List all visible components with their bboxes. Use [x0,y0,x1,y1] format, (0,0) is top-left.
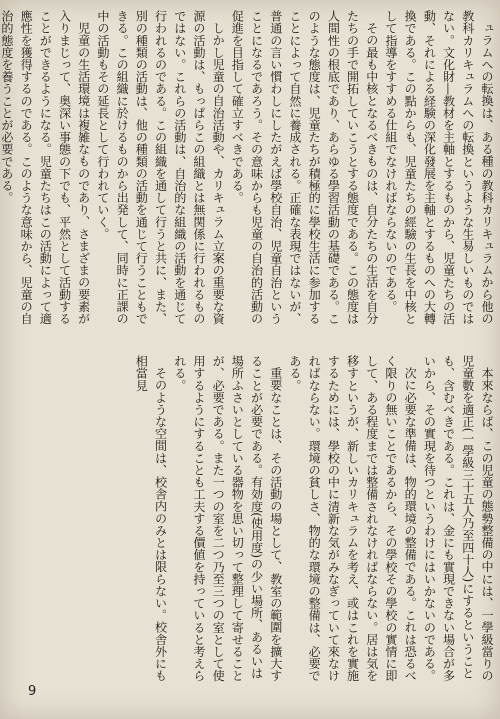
paragraph: ュラムへの転換は、ある種の教科カリキュラムから他の教科カリキュラムへの転換というような生易しいものではない。文化財―教材を主軸とするものから、児童たちの活動、それによる経験の深化發展を主軸とするものへの大轉換である。この點からも、児童たちの經驗の生長を中核として指導をすすめる仕組でなければならないのである。 [383,10,494,325]
paragraph: その最も中核となるべきものは、自分たちの生活を自分たちの手で開拓していこうとする態度である。この態度は人間性の根底であり、あらゆる學習活動の基礎である。このような態度は、児童たちが積極的に學校生活に参加することによって自然に養成される。正確な表現ではないが、普通の言い慣わしにしたがえば學校自治、児童自治ということになるであろう。その意味からも児童の自治的活動の促進を目指して確立すべきである。 [230,10,379,325]
paragraph: そのような空間は、校舎内のみとは限らない。校舎外にも相當見 [134,355,168,682]
paragraph: 児童の生活環境は複雑なものであり、さまざまの要素が入りまじって、奥深い事態の下でも、平然として活動することができるようになる。児童たちはこの活動によって適應性を獲得するのである。このような意味から、児童の自治的態度を養うことが必要である。 [0,10,91,325]
paragraph: しかし児童の自治活動や、カリキュラム立案の重要な資源の活動は、もっぱらこの組織とは無関係に行われるものではない。これらの活動は、自治的な組織の活動を通じて行われるのである。この組織を通して行うと共に、また、別の種類の活動は、他の種類の活動を通じて行うこともできる。この組織に於けるものから出発して、同時に正課の中の活動もその延長として行われていく。 [95,10,226,325]
lower-text-block [56,355,496,687]
paragraph: 次に必要な準備は、物的環境の整備である。これは恐るべく限りの無いことであるから、その學校その學校の實情に即して、ある程度までは整備されなければならない。居は気を移すというが、新しいカリキュラムを考え、或はこれを實施するためには、學校の中に清新な気がみなぎっていて來なければならない。環境の貧しさ、物的な環境の整備は、必要である。 [287,355,418,682]
paragraph: 重要なことは、その活動の場として、教室の範圍を擴大することが必要である。有効度(使用度)の少い場所、あるいは場所ふさいとしている器物を思い切って整理して寄せることが、必要である。また一つの室を二つ乃至三つの室として使用するようにすることも工夫する價値を持っていると考えられる。 [172,355,283,682]
upper-text-block [0,10,496,336]
paragraph: 本來ならば、この児童の態勢整備の中には、一學級當りの児童數を適正(一學級三十五人乃至四十人)にするということも、含むべきである。これは、金にも實現できない場合が多いから、その實現を待つというわけにはいかないのである。 [422,355,494,682]
page-number: 9 [28,684,37,699]
